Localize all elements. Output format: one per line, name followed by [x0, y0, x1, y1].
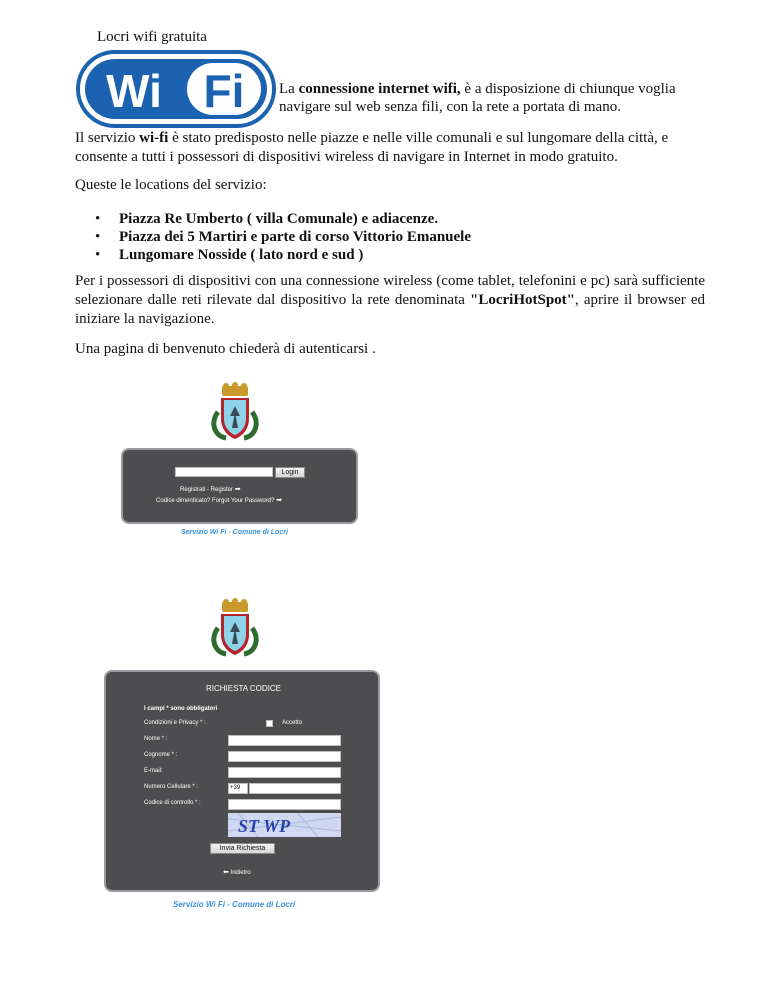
instructions-paragraph: Per i possessori di dispositivi con una connessione wireless (come tablet, telefonini e pc) sarà sufficiente selezionare dalle reti rilevate dal dispositivo la rete denominata "LocriHotSpot", aprire il browser ed iniziare la navigazione. [75, 273, 705, 327]
back-link[interactable]: ⬅ Indietro [223, 869, 251, 876]
surname-input[interactable] [228, 751, 341, 762]
surname-label: Cognome * : [144, 752, 178, 758]
intro-paragraph: La connessione internet wifi, è a disposizione di chiunque voglia navigare sul web senza fili, con la rete a portata di mano. [279, 81, 676, 115]
caption-servizio: Servizio Wi Fi - Comune di Locri [173, 900, 296, 909]
login-panel [121, 448, 358, 524]
phone-prefix: +39 [228, 783, 248, 794]
name-input[interactable] [228, 735, 341, 746]
code-input[interactable] [175, 467, 273, 477]
arrow-right-icon: ➡ [276, 497, 282, 504]
city-crest-icon [206, 598, 264, 658]
locations-list [95, 210, 471, 264]
document-title: Locri wifi gratuita [97, 29, 207, 45]
register-link[interactable]: Registrati - Register ➡ [180, 486, 241, 493]
wifi-logo [76, 50, 276, 128]
accept-checkbox[interactable] [266, 720, 273, 727]
forgot-password-link[interactable]: Codice dimenticato? Forgot Your Password? ➡ [156, 497, 282, 504]
list-item: • Lungomare Nosside ( lato nord e sud ) [95, 246, 471, 264]
panel-title: RICHIESTA CODICE [206, 684, 281, 693]
email-label: E-mail: [144, 768, 163, 774]
locations-heading: Queste le locations del servizio: [75, 177, 267, 193]
arrow-right-icon: ➡ [234, 486, 241, 493]
required-note: I campi * sono obbligatori [144, 706, 218, 712]
phone-label: Numero Cellulare * : [144, 784, 199, 790]
captcha-image [228, 813, 341, 837]
request-code-panel [104, 670, 380, 892]
wifi-logo-fi: Fi [203, 65, 245, 117]
list-item: • Piazza dei 5 Martiri e parte di corso Vittorio Emanuele [95, 228, 471, 246]
arrow-left-icon: ⬅ [223, 869, 229, 876]
service-paragraph: Il servizio wi-fi è stato predisposto nelle piazze e nelle ville comunali e sul lungomare della città, e consente a tutti i possessori di dispositivi wireless di navigare in Internet in modo gratuito. [75, 130, 669, 165]
submit-request-button[interactable]: Invia Richiesta [210, 843, 275, 854]
list-item: • Piazza Re Umberto ( villa Comunale) e adiacenze. [95, 210, 471, 228]
name-label: Nome * : [144, 736, 168, 742]
captcha-text: ST WP [238, 816, 291, 836]
control-code-label: Codice di controllo * : [144, 800, 201, 806]
privacy-label: Condizioni e Privacy * : [144, 720, 206, 726]
welcome-paragraph: Una pagina di benvenuto chiederà di autenticarsi . [75, 341, 376, 357]
control-code-input[interactable] [228, 799, 341, 810]
city-crest-icon [206, 382, 264, 442]
wifi-logo-wi: Wi [106, 65, 162, 117]
email-input[interactable] [228, 767, 341, 778]
accept-label: Accetto [282, 720, 303, 726]
caption-servizio: Servizio Wi Fi - Comune di Locri [181, 529, 288, 536]
phone-input[interactable] [249, 783, 341, 794]
login-button[interactable]: Login [275, 467, 305, 478]
